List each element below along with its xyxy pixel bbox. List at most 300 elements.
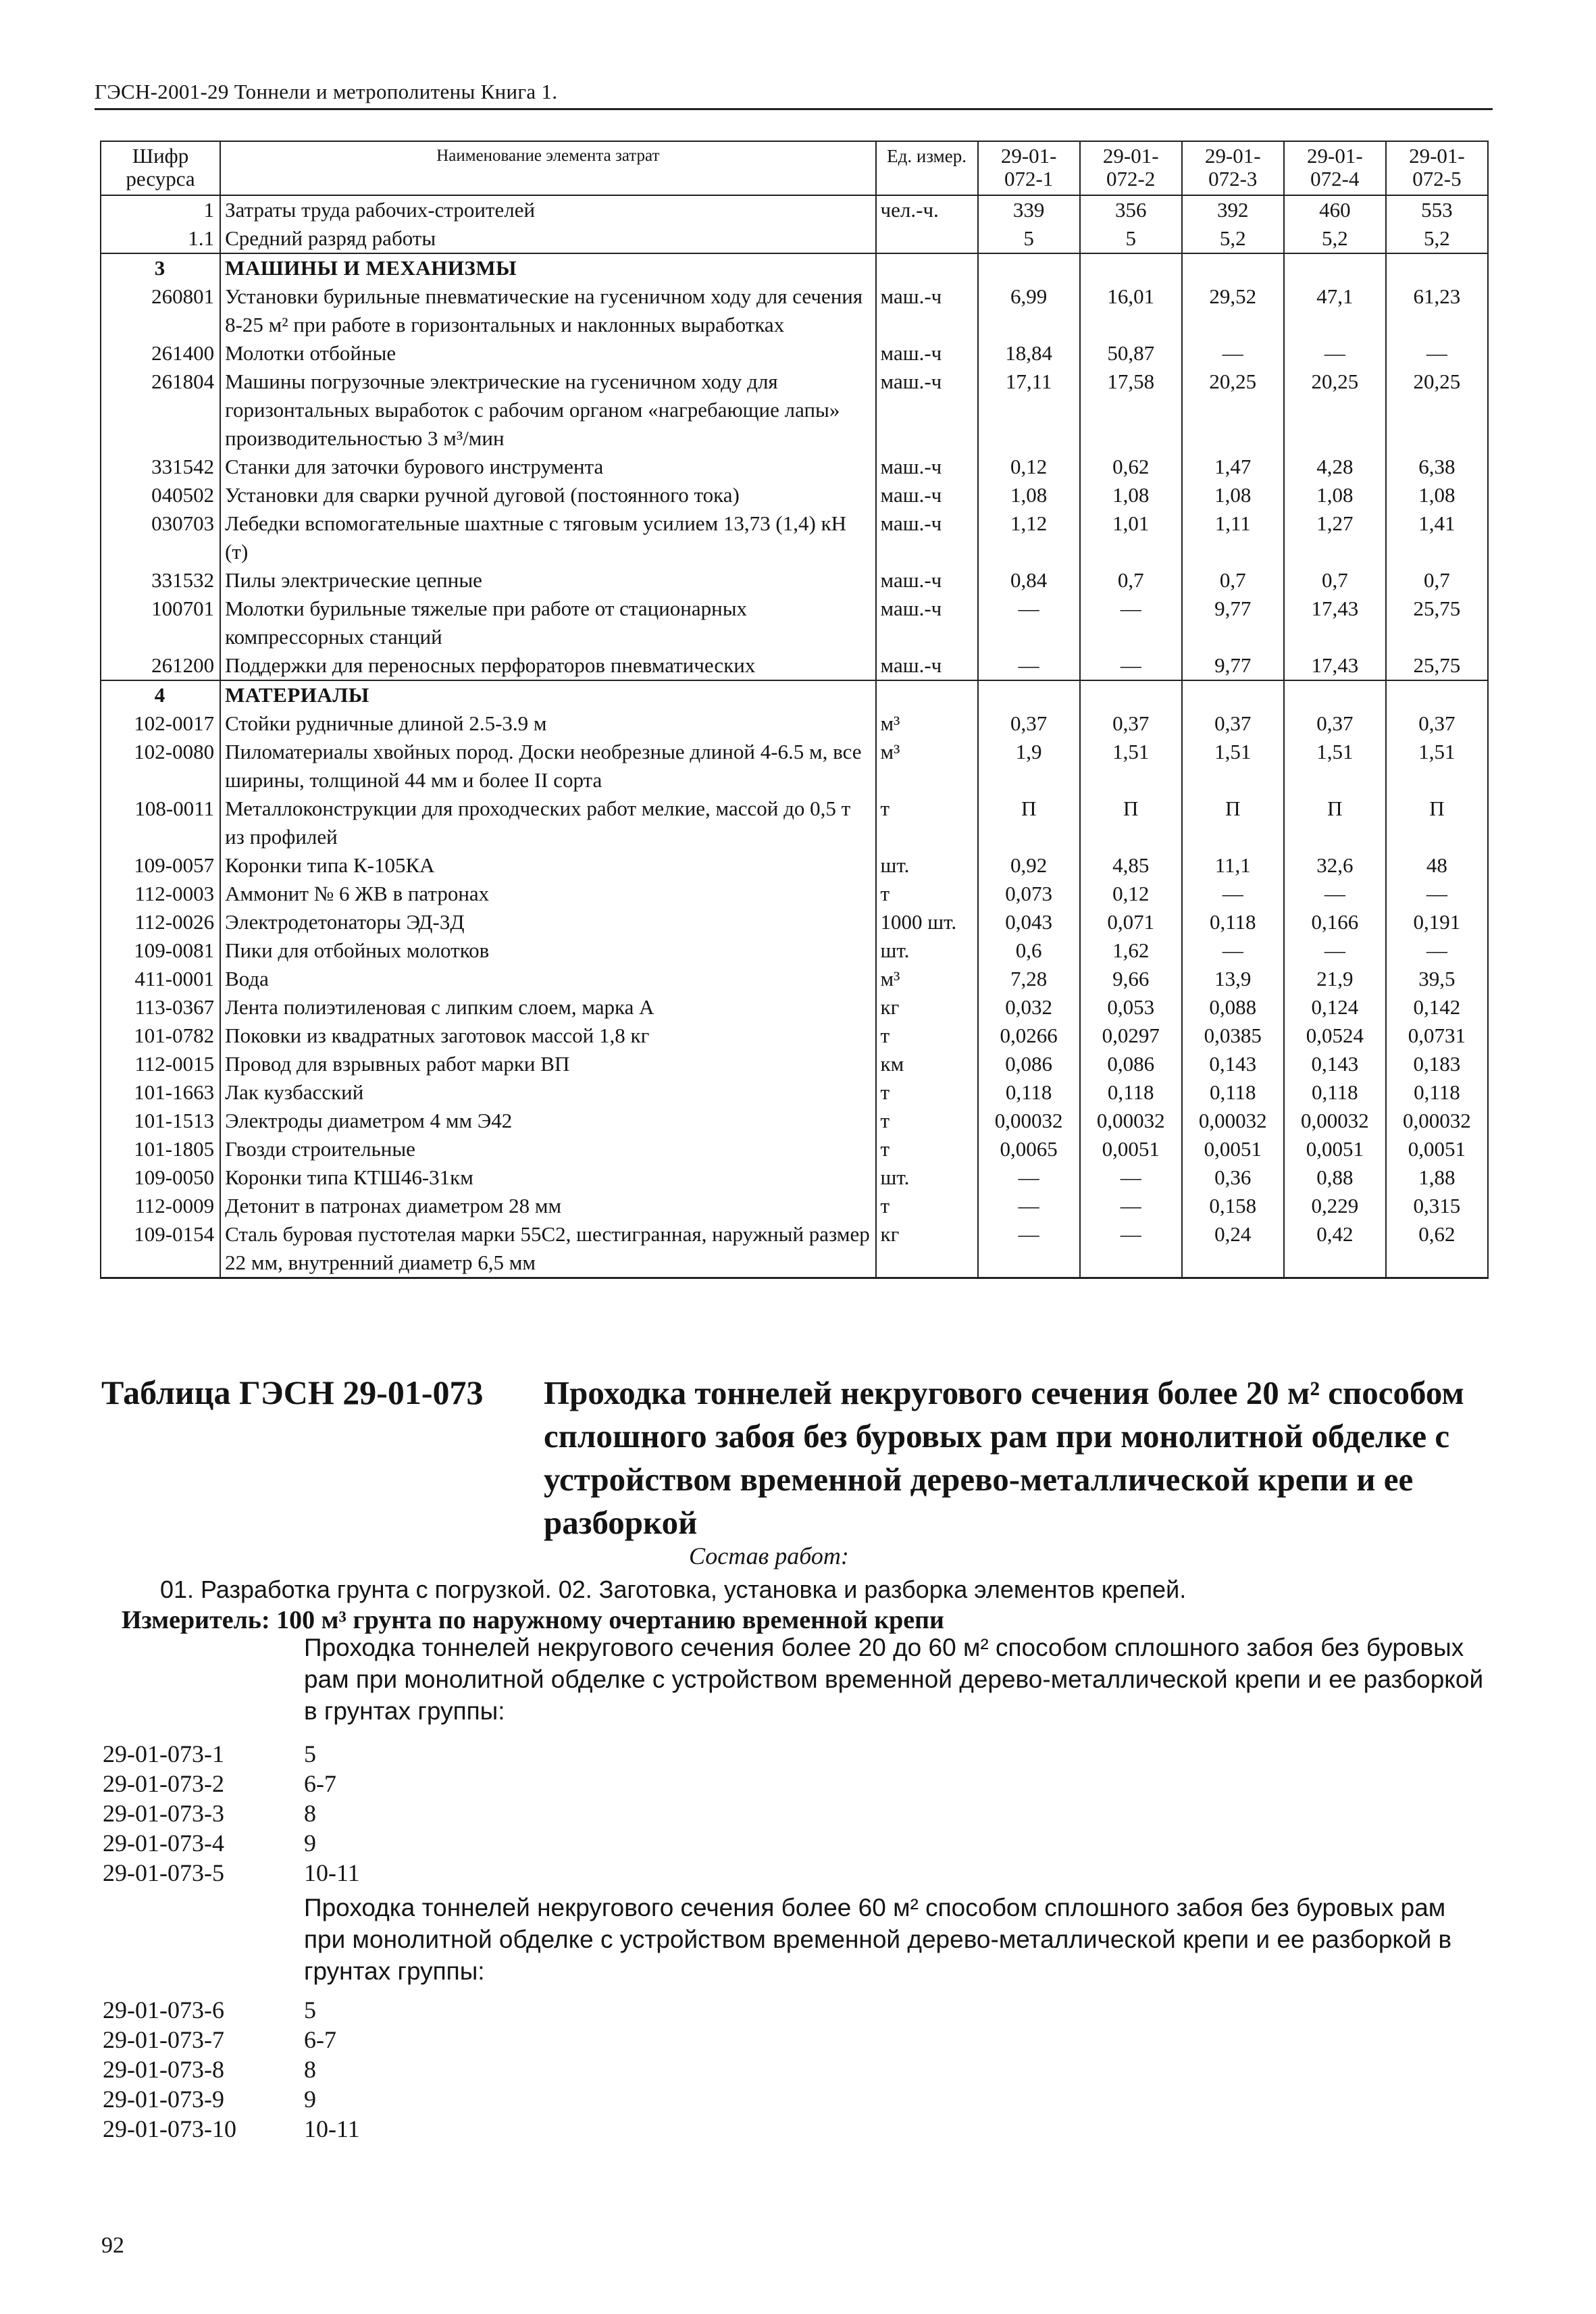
resource-value: 0,6 bbox=[978, 936, 1080, 965]
resource-value: 0,37 bbox=[1386, 709, 1488, 738]
header-column: 29-01-072-2 bbox=[1080, 141, 1182, 195]
resource-name: Сталь буровая пустотелая марки 55С2, шестигранная, наружный размер 22 мм, внутренний диаметр 6,5 мм bbox=[220, 1220, 875, 1278]
resource-value: 0,00032 bbox=[1284, 1107, 1386, 1135]
soil-group: 8 bbox=[304, 2056, 316, 2083]
resource-name: Станки для заточки бурового инструмента bbox=[220, 453, 875, 481]
resource-code: 331542 bbox=[101, 453, 220, 481]
resource-value: 0,00032 bbox=[1080, 1107, 1182, 1135]
resource-value: 1,62 bbox=[1080, 936, 1182, 965]
resource-value: 0,0524 bbox=[1284, 1022, 1386, 1050]
resource-value: — bbox=[1182, 936, 1284, 965]
resource-value: — bbox=[1080, 1220, 1182, 1278]
resource-value: 11,1 bbox=[1182, 851, 1284, 880]
table-row bbox=[101, 1022, 1488, 1050]
norm-code: 29-01-073-8 bbox=[103, 2056, 224, 2083]
resource-code: 101-1805 bbox=[101, 1135, 220, 1163]
resource-value: — bbox=[1386, 339, 1488, 368]
table-body bbox=[101, 195, 1488, 1278]
norm-code: 29-01-073-9 bbox=[103, 2086, 224, 2113]
norm-code-list-2 bbox=[103, 1995, 360, 2144]
table-row bbox=[101, 795, 1488, 851]
resource-name: Аммонит № 6 ЖВ в патронах bbox=[220, 880, 875, 908]
resource-unit: шт. bbox=[876, 851, 978, 880]
table-row bbox=[101, 1163, 1488, 1192]
resource-value: 0,143 bbox=[1182, 1050, 1284, 1078]
resource-table bbox=[100, 141, 1489, 1279]
resource-value: 6,38 bbox=[1386, 453, 1488, 481]
resource-value: 0,118 bbox=[1182, 1078, 1284, 1107]
resource-value: 20,25 bbox=[1284, 368, 1386, 453]
norm-code-row bbox=[103, 1858, 360, 1888]
table-row bbox=[101, 1220, 1488, 1278]
table-row bbox=[101, 224, 1488, 253]
resource-value: 5 bbox=[1080, 224, 1182, 253]
resource-name: Лак кузбасский bbox=[220, 1078, 875, 1107]
resource-unit: маш.-ч bbox=[876, 339, 978, 368]
resource-unit: маш.-ч bbox=[876, 282, 978, 339]
table-title: Проходка тоннелей некругового сечения более 20 м² способом сплошного забоя без буровых рам при монолитной обделке с устройством временной дерево-металлической крепи и ее разборкой bbox=[544, 1374, 1464, 1541]
resource-name: Стойки рудничные длиной 2.5-3.9 м bbox=[220, 709, 875, 738]
resource-value: 13,9 bbox=[1182, 965, 1284, 993]
resource-unit: шт. bbox=[876, 1163, 978, 1192]
resource-value: 0,118 bbox=[1386, 1078, 1488, 1107]
resource-value: 460 bbox=[1284, 195, 1386, 224]
resource-code: 1 bbox=[101, 195, 220, 224]
soil-group: 10-11 bbox=[304, 1859, 360, 1886]
resource-value: — bbox=[1182, 880, 1284, 908]
resource-code: 102-0080 bbox=[101, 738, 220, 795]
soil-group: 6-7 bbox=[304, 2026, 336, 2053]
resource-code: 112-0015 bbox=[101, 1050, 220, 1078]
resource-name: Молотки отбойные bbox=[220, 339, 875, 368]
resource-value: 21,9 bbox=[1284, 965, 1386, 993]
resource-value: 0,043 bbox=[978, 908, 1080, 936]
resource-unit bbox=[876, 253, 978, 282]
resource-value: 0,37 bbox=[1080, 709, 1182, 738]
resource-name: Средний разряд работы bbox=[220, 224, 875, 253]
resource-value: 0,191 bbox=[1386, 908, 1488, 936]
resource-code: 261804 bbox=[101, 368, 220, 453]
resource-value: — bbox=[978, 1192, 1080, 1220]
table-row bbox=[101, 936, 1488, 965]
norm-code-row bbox=[103, 2084, 360, 2114]
resource-unit: маш.-ч bbox=[876, 453, 978, 481]
table-row bbox=[101, 709, 1488, 738]
resource-value: 48 bbox=[1386, 851, 1488, 880]
norm-code-row bbox=[103, 2055, 360, 2084]
meter-line bbox=[122, 1605, 944, 1635]
resource-name: Установки бурильные пневматические на гусеничном ходу для сечения 8-25 м² при работе в горизонтальных и наклонных выработках bbox=[220, 282, 875, 339]
resource-value: 61,23 bbox=[1386, 282, 1488, 339]
resource-value: 0,086 bbox=[978, 1050, 1080, 1078]
resource-unit: 1000 шт. bbox=[876, 908, 978, 936]
resource-value: 0,00032 bbox=[1182, 1107, 1284, 1135]
resource-value: 5,2 bbox=[1386, 224, 1488, 253]
resource-name: Провод для взрывных работ марки ВП bbox=[220, 1050, 875, 1078]
soil-group: 6-7 bbox=[304, 1770, 336, 1797]
resource-value bbox=[1182, 680, 1284, 709]
resource-unit: маш.-ч bbox=[876, 509, 978, 566]
resource-value: 0,315 bbox=[1386, 1192, 1488, 1220]
table-row bbox=[101, 566, 1488, 595]
resource-unit: маш.-ч bbox=[876, 481, 978, 509]
resource-value: 0,086 bbox=[1080, 1050, 1182, 1078]
section-row bbox=[101, 680, 1488, 709]
norm-code-list-1 bbox=[103, 1739, 360, 1888]
table-row bbox=[101, 1107, 1488, 1135]
resource-code: 109-0081 bbox=[101, 936, 220, 965]
soil-group: 9 bbox=[304, 2086, 316, 2113]
resource-value: — bbox=[978, 595, 1080, 651]
resource-value: 4,28 bbox=[1284, 453, 1386, 481]
resource-name: Затраты труда рабочих-строителей bbox=[220, 195, 875, 224]
resource-value: 1,51 bbox=[1182, 738, 1284, 795]
resource-value: 0,7 bbox=[1386, 566, 1488, 595]
resource-value bbox=[978, 253, 1080, 282]
resource-value: 1,08 bbox=[1080, 481, 1182, 509]
resource-value: 18,84 bbox=[978, 339, 1080, 368]
resource-name: Коронки типа К-105КА bbox=[220, 851, 875, 880]
resource-unit bbox=[876, 680, 978, 709]
resource-value: 0,053 bbox=[1080, 993, 1182, 1022]
resource-value: 339 bbox=[978, 195, 1080, 224]
resource-name: Молотки бурильные тяжелые при работе от стационарных компрессорных станций bbox=[220, 595, 875, 651]
resource-value: 25,75 bbox=[1386, 651, 1488, 680]
norm-code: 29-01-073-10 bbox=[103, 2115, 236, 2142]
resource-value: 1,11 bbox=[1182, 509, 1284, 566]
resource-value: 0,7 bbox=[1182, 566, 1284, 595]
resource-code: 112-0026 bbox=[101, 908, 220, 936]
resource-value: — bbox=[1284, 936, 1386, 965]
table-row bbox=[101, 368, 1488, 453]
resource-unit: т bbox=[876, 1192, 978, 1220]
resource-value: 0,0051 bbox=[1080, 1135, 1182, 1163]
header-column: 29-01-072-1 bbox=[978, 141, 1080, 195]
table-row bbox=[101, 595, 1488, 651]
resource-code: 101-0782 bbox=[101, 1022, 220, 1050]
header-rule bbox=[95, 108, 1493, 110]
norm-code: 29-01-073-6 bbox=[103, 1996, 224, 2023]
resource-name: Пилы электрические цепные bbox=[220, 566, 875, 595]
resource-value: 0,0266 bbox=[978, 1022, 1080, 1050]
soil-group: 10-11 bbox=[304, 2115, 360, 2142]
resource-value: 0,0385 bbox=[1182, 1022, 1284, 1050]
resource-value: П bbox=[1284, 795, 1386, 851]
resource-code: 109-0154 bbox=[101, 1220, 220, 1278]
resource-value: 47,1 bbox=[1284, 282, 1386, 339]
table-row bbox=[101, 651, 1488, 680]
resource-value: 0,12 bbox=[1080, 880, 1182, 908]
resource-value: 0,143 bbox=[1284, 1050, 1386, 1078]
table-row bbox=[101, 1135, 1488, 1163]
resource-code: 102-0017 bbox=[101, 709, 220, 738]
header-code: Шифр ресурса bbox=[101, 141, 220, 195]
resource-unit: кг bbox=[876, 993, 978, 1022]
resource-code: 101-1513 bbox=[101, 1107, 220, 1135]
resource-value: 0,92 bbox=[978, 851, 1080, 880]
resource-value: — bbox=[1182, 339, 1284, 368]
resource-name: Установки для сварки ручной дуговой (постоянного тока) bbox=[220, 481, 875, 509]
resource-value: 6,99 bbox=[978, 282, 1080, 339]
resource-value: 25,75 bbox=[1386, 595, 1488, 651]
table-row bbox=[101, 1050, 1488, 1078]
resource-value: 5,2 bbox=[1182, 224, 1284, 253]
resource-value: — bbox=[1284, 339, 1386, 368]
work-composition-heading: Состав работ: bbox=[689, 1542, 849, 1569]
resource-value: 1,88 bbox=[1386, 1163, 1488, 1192]
resource-value: 0,166 bbox=[1284, 908, 1386, 936]
resource-value: 9,66 bbox=[1080, 965, 1182, 993]
norm-code: 29-01-073-7 bbox=[103, 2026, 224, 2053]
table-row bbox=[101, 908, 1488, 936]
resource-value: 0,24 bbox=[1182, 1220, 1284, 1278]
resource-value: 0,0051 bbox=[1182, 1135, 1284, 1163]
resource-unit: т bbox=[876, 1078, 978, 1107]
table-row bbox=[101, 195, 1488, 224]
resource-value: 392 bbox=[1182, 195, 1284, 224]
norm-code-row bbox=[103, 1995, 360, 2025]
resource-value: П bbox=[1080, 795, 1182, 851]
resource-value: 0,0297 bbox=[1080, 1022, 1182, 1050]
resource-value: 0,62 bbox=[1080, 453, 1182, 481]
resource-unit: т bbox=[876, 795, 978, 851]
resource-code: 109-0057 bbox=[101, 851, 220, 880]
table-caption: Таблица ГЭСН 29-01-073 bbox=[101, 1374, 484, 1411]
resource-value: 29,52 bbox=[1182, 282, 1284, 339]
resource-unit: км bbox=[876, 1050, 978, 1078]
resource-value: 1,9 bbox=[978, 738, 1080, 795]
resource-value: 0,7 bbox=[1080, 566, 1182, 595]
resource-value: 0,118 bbox=[1182, 908, 1284, 936]
resource-code: 100701 bbox=[101, 595, 220, 651]
resource-value: 1,08 bbox=[1284, 481, 1386, 509]
resource-value bbox=[1080, 680, 1182, 709]
soil-group: 5 bbox=[304, 1996, 316, 2023]
resource-value bbox=[1284, 253, 1386, 282]
norm-description-2: Проходка тоннелей некругового сечения более 60 м² способом сплошного забоя без буровых рам при монолитной обделке с устройством временной дерево-металлической крепи и ее разборкой в грунтах группы: bbox=[304, 1894, 1452, 1985]
resource-value: 0,073 bbox=[978, 880, 1080, 908]
resource-value: 1,01 bbox=[1080, 509, 1182, 566]
resource-value: 39,5 bbox=[1386, 965, 1488, 993]
resource-value: — bbox=[1386, 880, 1488, 908]
table-row bbox=[101, 880, 1488, 908]
resource-unit: т bbox=[876, 1107, 978, 1135]
resource-value: 1,51 bbox=[1284, 738, 1386, 795]
running-header: ГЭСН-2001-29 Тоннели и метрополитены Книга 1. bbox=[95, 80, 558, 103]
resource-name: Вода bbox=[220, 965, 875, 993]
table-row bbox=[101, 481, 1488, 509]
resource-value: 356 bbox=[1080, 195, 1182, 224]
resource-value: 0,0051 bbox=[1386, 1135, 1488, 1163]
resource-code: 113-0367 bbox=[101, 993, 220, 1022]
resource-unit: маш.-ч bbox=[876, 566, 978, 595]
norm-code-row bbox=[103, 1769, 360, 1799]
resource-value: П bbox=[1386, 795, 1488, 851]
resource-value: 0,37 bbox=[1284, 709, 1386, 738]
resource-value: 5 bbox=[978, 224, 1080, 253]
resource-value bbox=[1080, 253, 1182, 282]
resource-value: 1,27 bbox=[1284, 509, 1386, 566]
resource-name: Электродетонаторы ЭД-3Д bbox=[220, 908, 875, 936]
resource-code: 112-0009 bbox=[101, 1192, 220, 1220]
resource-unit: чел.-ч. bbox=[876, 195, 978, 224]
resource-name: Пиломатериалы хвойных пород. Доски необрезные длиной 4-6.5 м, все ширины, толщиной 44 мм и более II сорта bbox=[220, 738, 875, 795]
table-row bbox=[101, 339, 1488, 368]
resource-value: — bbox=[1080, 595, 1182, 651]
resource-value: 0,37 bbox=[1182, 709, 1284, 738]
resource-name: Коронки типа КТШ46-31км bbox=[220, 1163, 875, 1192]
resource-name: Поковки из квадратных заготовок массой 1,8 кг bbox=[220, 1022, 875, 1050]
resource-value: П bbox=[978, 795, 1080, 851]
resource-value: 16,01 bbox=[1080, 282, 1182, 339]
resource-value: 1,12 bbox=[978, 509, 1080, 566]
resource-value: 7,28 bbox=[978, 965, 1080, 993]
table-row bbox=[101, 738, 1488, 795]
norm-code-row bbox=[103, 1828, 360, 1858]
resource-value: 17,43 bbox=[1284, 595, 1386, 651]
resource-code: 261200 bbox=[101, 651, 220, 680]
resource-value: 0,62 bbox=[1386, 1220, 1488, 1278]
resource-code: 331532 bbox=[101, 566, 220, 595]
resource-name: МАТЕРИАЛЫ bbox=[220, 680, 875, 709]
resource-unit: т bbox=[876, 1135, 978, 1163]
norm-description-1: Проходка тоннелей некругового сечения более 20 до 60 м² способом сплошного забоя без буровых рам при монолитной обделке с устройством временной дерево-металлической крепи и ее разборкой в грунтах группы: bbox=[304, 1634, 1484, 1725]
resource-value: 32,6 bbox=[1284, 851, 1386, 880]
resource-value: 0,118 bbox=[1284, 1078, 1386, 1107]
resource-value: 0,071 bbox=[1080, 908, 1182, 936]
resource-value: 0,12 bbox=[978, 453, 1080, 481]
meter-value: 100 м³ грунта по наружному очертанию временной крепи bbox=[276, 1606, 944, 1634]
resource-value: — bbox=[1080, 651, 1182, 680]
resource-value: 0,0065 bbox=[978, 1135, 1080, 1163]
resource-code: 101-1663 bbox=[101, 1078, 220, 1107]
resource-code: 1.1 bbox=[101, 224, 220, 253]
resource-value: — bbox=[1080, 1192, 1182, 1220]
resource-value: 1,08 bbox=[978, 481, 1080, 509]
resource-value: 1,08 bbox=[1386, 481, 1488, 509]
resource-value: 9,77 bbox=[1182, 595, 1284, 651]
norm-code: 29-01-073-4 bbox=[103, 1830, 224, 1857]
resource-name: Лебедки вспомогательные шахтные с тяговым усилием 13,73 (1,4) кН (т) bbox=[220, 509, 875, 566]
header-name: Наименование элемента затрат bbox=[220, 141, 875, 195]
resource-name: МАШИНЫ И МЕХАНИЗМЫ bbox=[220, 253, 875, 282]
resource-value: 17,11 bbox=[978, 368, 1080, 453]
resource-value: 1,41 bbox=[1386, 509, 1488, 566]
meter-label: Измеритель: bbox=[122, 1606, 270, 1634]
resource-name: Поддержки для переносных перфораторов пневматических bbox=[220, 651, 875, 680]
resource-code: 108-0011 bbox=[101, 795, 220, 851]
table-row bbox=[101, 282, 1488, 339]
resource-value: 0,088 bbox=[1182, 993, 1284, 1022]
resource-unit bbox=[876, 224, 978, 253]
resource-value bbox=[1284, 680, 1386, 709]
page-number: 92 bbox=[101, 2233, 124, 2258]
resource-code: 030703 bbox=[101, 509, 220, 566]
resource-value bbox=[1182, 253, 1284, 282]
resource-code: 109-0050 bbox=[101, 1163, 220, 1192]
resource-code: 411-0001 bbox=[101, 965, 220, 993]
resource-value: 0,118 bbox=[978, 1078, 1080, 1107]
header-column: 29-01-072-5 bbox=[1386, 141, 1488, 195]
resource-value: 0,88 bbox=[1284, 1163, 1386, 1192]
resource-name: Электроды диаметром 4 мм Э42 bbox=[220, 1107, 875, 1135]
resource-value: 0,0051 bbox=[1284, 1135, 1386, 1163]
table-row bbox=[101, 993, 1488, 1022]
resource-value: 0,37 bbox=[978, 709, 1080, 738]
resource-code: 040502 bbox=[101, 481, 220, 509]
resource-name: Металлоконструкции для проходческих работ мелкие, массой до 0,5 т из профилей bbox=[220, 795, 875, 851]
norm-code: 29-01-073-5 bbox=[103, 1859, 224, 1886]
resource-value: 553 bbox=[1386, 195, 1488, 224]
resource-value: — bbox=[978, 1163, 1080, 1192]
resource-value: — bbox=[1386, 936, 1488, 965]
resource-unit: шт. bbox=[876, 936, 978, 965]
resource-unit: м³ bbox=[876, 709, 978, 738]
resource-unit: т bbox=[876, 1022, 978, 1050]
table-row bbox=[101, 509, 1488, 566]
resource-value: 1,51 bbox=[1386, 738, 1488, 795]
header-column: 29-01-072-4 bbox=[1284, 141, 1386, 195]
norm-code-row bbox=[103, 1739, 360, 1769]
resource-name: Пики для отбойных молотков bbox=[220, 936, 875, 965]
table-row bbox=[101, 453, 1488, 481]
resource-unit: м³ bbox=[876, 738, 978, 795]
resource-value: 0,142 bbox=[1386, 993, 1488, 1022]
resource-value bbox=[1386, 253, 1488, 282]
resource-value: 50,87 bbox=[1080, 339, 1182, 368]
resource-code: 4 bbox=[101, 680, 220, 709]
resource-value: 0,7 bbox=[1284, 566, 1386, 595]
norm-code: 29-01-073-2 bbox=[103, 1770, 224, 1797]
resource-value: 9,77 bbox=[1182, 651, 1284, 680]
norm-code-row bbox=[103, 2025, 360, 2055]
resource-value: 5,2 bbox=[1284, 224, 1386, 253]
resource-value: 1,08 bbox=[1182, 481, 1284, 509]
header-unit: Ед. измер. bbox=[876, 141, 978, 195]
resource-value: 17,43 bbox=[1284, 651, 1386, 680]
resource-unit: маш.-ч bbox=[876, 651, 978, 680]
resource-value: 1,51 bbox=[1080, 738, 1182, 795]
resource-name: Гвозди строительные bbox=[220, 1135, 875, 1163]
resource-value: П bbox=[1182, 795, 1284, 851]
resource-unit: маш.-ч bbox=[876, 595, 978, 651]
resource-value: — bbox=[1080, 1163, 1182, 1192]
resource-name: Детонит в патронах диаметром 28 мм bbox=[220, 1192, 875, 1220]
resource-value: 0,183 bbox=[1386, 1050, 1488, 1078]
resource-value: — bbox=[1284, 880, 1386, 908]
table-row bbox=[101, 965, 1488, 993]
section-row bbox=[101, 253, 1488, 282]
header-column: 29-01-072-3 bbox=[1182, 141, 1284, 195]
resource-value bbox=[978, 680, 1080, 709]
resource-code: 3 bbox=[101, 253, 220, 282]
table-header-row bbox=[101, 141, 1488, 195]
resource-value: 0,84 bbox=[978, 566, 1080, 595]
norm-code: 29-01-073-3 bbox=[103, 1800, 224, 1827]
table-row bbox=[101, 1192, 1488, 1220]
soil-group: 9 bbox=[304, 1830, 316, 1857]
resource-code: 112-0003 bbox=[101, 880, 220, 908]
resource-name: Лента полиэтиленовая с липким слоем, марка А bbox=[220, 993, 875, 1022]
resource-value bbox=[1386, 680, 1488, 709]
resource-value: 0,118 bbox=[1080, 1078, 1182, 1107]
resource-value: 20,25 bbox=[1182, 368, 1284, 453]
resource-unit: м³ bbox=[876, 965, 978, 993]
resource-value: 1,47 bbox=[1182, 453, 1284, 481]
table-row bbox=[101, 851, 1488, 880]
norm-code-row bbox=[103, 2114, 360, 2144]
resource-unit: маш.-ч bbox=[876, 368, 978, 453]
